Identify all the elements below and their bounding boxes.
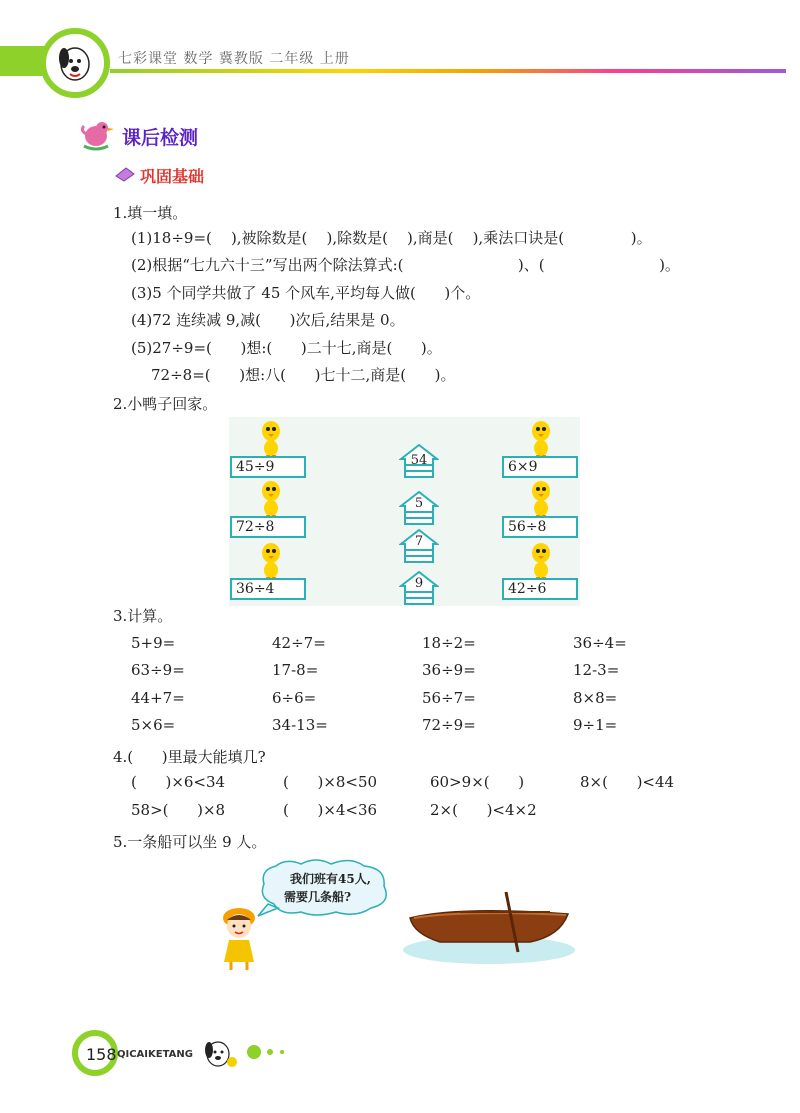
page-number: 158 [86, 1045, 117, 1064]
q3-title: 3.计算。 [113, 607, 173, 625]
left-expression-box: 72÷8 [230, 516, 306, 538]
q4-item: ( )×4<36 [283, 801, 378, 819]
house [399, 570, 439, 606]
calc-item: 18÷2= [422, 634, 476, 652]
q1-line-3: (3)5 个同学共做了 45 个风车,平均每人做( )个。 [131, 284, 481, 302]
girl-icon [216, 906, 262, 972]
q4-item: 60>9×( ) [430, 773, 525, 791]
q1-line-4: (4)72 连续减 9,减( )次后,结果是 0。 [131, 311, 405, 329]
duck-icon [258, 540, 284, 580]
q4-item: ( )×6<34 [131, 773, 226, 791]
q4-item: 8×( )<44 [580, 773, 675, 791]
calc-item: 8×8= [573, 689, 618, 707]
house-number: 9 [414, 576, 424, 591]
header-title: 七彩课堂 数学 冀教版 二年级 上册 [118, 51, 350, 67]
left-expression-box: 45÷9 [230, 456, 306, 478]
house [399, 443, 439, 479]
house [399, 528, 439, 564]
section-title: 课后检测 [122, 127, 199, 149]
header-mascot-circle [40, 28, 110, 98]
house-number: 5 [414, 496, 424, 511]
duck-icon [528, 540, 554, 580]
dog-mascot-icon [198, 1036, 238, 1072]
right-expression-box: 42÷6 [502, 578, 578, 600]
calc-item: 36÷9= [422, 661, 476, 679]
duck-icon [258, 418, 284, 458]
q1-line-6: 72÷8=( )想:八( )七十二,商是( )。 [151, 366, 456, 384]
q1-line-5: (5)27÷9=( )想:( )二十七,商是( )。 [131, 339, 442, 357]
q4-title: 4.( )里最大能填几? [113, 748, 266, 766]
boat-icon [400, 888, 578, 970]
house-number: 54 [410, 453, 428, 468]
bird-icon [78, 116, 116, 154]
calc-item: 17-8= [272, 661, 319, 679]
calc-item: 44+7= [131, 689, 185, 707]
q4-item: 2×( )<4×2 [430, 801, 537, 819]
dog-mascot-icon [46, 34, 104, 92]
calc-item: 63÷9= [131, 661, 185, 679]
right-expression-box: 56÷8 [502, 516, 578, 538]
green-dots [246, 1044, 292, 1060]
house [399, 490, 439, 526]
calc-item: 9÷1= [573, 716, 618, 734]
calc-item: 56÷7= [422, 689, 476, 707]
q5-title: 5.一条船可以坐 9 人。 [113, 833, 267, 851]
calc-item: 36÷4= [573, 634, 627, 652]
house-number: 7 [414, 534, 424, 549]
bubble-line-2: 需要几条船? [284, 890, 352, 904]
q1-line-2: (2)根据“七九六十三”写出两个除法算式:( )、( )。 [131, 256, 680, 274]
q1-title: 1.填一填。 [113, 204, 188, 222]
q2-title: 2.小鸭子回家。 [113, 395, 218, 413]
calc-item: 12-3= [573, 661, 620, 679]
q4-item: ( )×8<50 [283, 773, 378, 791]
q1-line-1: (1)18÷9=( ),被除数是( ),除数是( ),商是( ),乘法口诀是( )。 [131, 229, 652, 247]
eraser-icon [114, 166, 136, 182]
footer-brand: QICAIKETANG [117, 1049, 193, 1060]
calc-item: 34-13= [272, 716, 328, 734]
calc-item: 42÷7= [272, 634, 326, 652]
calc-item: 6÷6= [272, 689, 317, 707]
calc-item: 72÷9= [422, 716, 476, 734]
duck-icon [528, 478, 554, 518]
q4-item: 58>( )×8 [131, 801, 226, 819]
header-rainbow-line [110, 69, 786, 73]
duck-icon [258, 478, 284, 518]
sub-title: 巩固基础 [140, 167, 205, 186]
left-expression-box: 36÷4 [230, 578, 306, 600]
bubble-line-1: 我们班有45人, [290, 872, 371, 886]
duck-icon [528, 418, 554, 458]
calc-item: 5+9= [131, 634, 176, 652]
right-expression-box: 6×9 [502, 456, 578, 478]
calc-item: 5×6= [131, 716, 176, 734]
